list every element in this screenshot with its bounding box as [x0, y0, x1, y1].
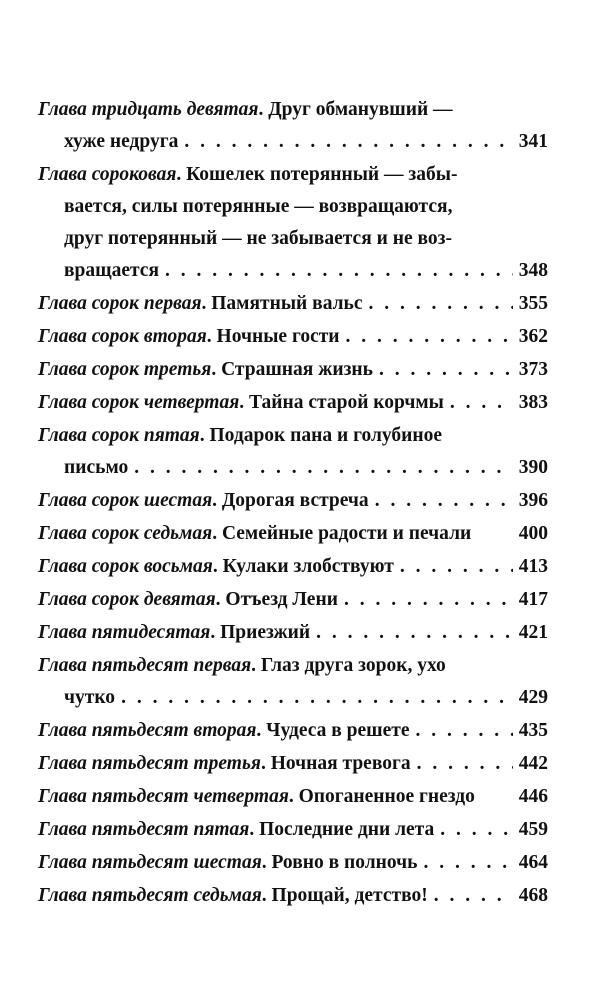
chapter-number: Глава пятьдесят шестая: [38, 852, 262, 873]
toc-entry-continuation-line: [38, 452, 548, 484]
chapter-number: Глава сорок восьмая: [38, 556, 213, 577]
toc-entry: [38, 387, 548, 419]
toc-entry-first-line: Глава пятьдесят пятая . Последние дни лета . . . 459: [38, 814, 548, 846]
chapter-title: Памятный вальс: [211, 293, 363, 314]
page-number: 390: [518, 457, 548, 478]
toc-entry: [38, 354, 548, 386]
toc-entry-first-line: Глава сорок третья . Страшная жизнь . . . 373: [38, 354, 548, 386]
toc-entry-continuation-line: [38, 223, 548, 255]
toc-entry-first-line: Глава сорок шестая . Дорогая встреча . . . 396: [38, 485, 548, 517]
chapter-number: Глава пятидесятая: [38, 622, 211, 643]
chapter-title: Глаз друга зорок, ухо: [260, 655, 446, 676]
toc-entry-continuation-line: [38, 126, 548, 158]
dot-leader: [379, 354, 513, 386]
chapter-title: Опоганенное гнездо: [298, 786, 475, 807]
toc-entry: [38, 94, 548, 158]
chapter-number: Глава сорок первая: [38, 293, 202, 314]
dot-leader: [375, 485, 513, 517]
toc-entry-continuation-line: [38, 255, 548, 287]
chapter-number: Глава сорок пятая: [38, 425, 200, 446]
dot-leader: [165, 255, 513, 287]
chapter-title: Страшная жизнь: [221, 359, 373, 380]
toc-entry: [38, 748, 548, 780]
toc-entry-first-line: Глава пятьдесят вторая . Чудеса в решете . . . 435: [38, 715, 548, 747]
dot-leader: [423, 847, 512, 879]
toc-entry-first-line: Глава сорок вторая . Ночные гости . . . 362: [38, 321, 548, 353]
chapter-title: друг потерянный — не забывается и не воз-: [64, 228, 452, 249]
dot-leader: [184, 126, 512, 158]
toc-entry-first-line: Глава сорок четвертая . Тайна старой корчмы . . . 383: [38, 387, 548, 419]
toc-entry-first-line: Глава сорок первая . Памятный вальс . . . 355: [38, 288, 548, 320]
chapter-number: Глава пятьдесят вторая: [38, 720, 257, 741]
chapter-title: Последние дни лета: [259, 819, 435, 840]
dot-leader: [369, 288, 513, 320]
chapter-title: вращается: [64, 260, 160, 281]
page-number: 348: [518, 260, 548, 281]
toc-entry: [38, 485, 548, 517]
page-number: 400: [518, 523, 548, 544]
toc-entry-continuation-line: [38, 191, 548, 223]
page-number: 421: [518, 622, 548, 643]
toc-entry-first-line: Глава тридцать девятая . Друг обманувший —: [38, 94, 548, 126]
chapter-title: письмо: [64, 457, 129, 478]
toc-entry: [38, 288, 548, 320]
chapter-number: Глава сорок четвертая: [38, 392, 240, 413]
page-number: 429: [518, 687, 548, 708]
toc-entry-first-line: Глава сорок девятая . Отъезд Лени . . . 417: [38, 584, 548, 616]
chapter-number: Глава сорок седьмая: [38, 523, 213, 544]
toc-entry-first-line: Глава сороковая . Кошелек потерянный — забы-: [38, 159, 548, 191]
page-number: 396: [518, 490, 548, 511]
chapter-number: Глава сорок девятая: [38, 589, 216, 610]
toc-entry: [38, 321, 548, 353]
toc-entry-first-line: Глава пятьдесят четвертая . Опоганенное гнездо 446: [38, 781, 548, 813]
toc-entry: [38, 650, 548, 714]
page-number: 355: [518, 293, 548, 314]
page-number: 464: [518, 852, 548, 873]
chapter-title: хуже недруга: [64, 131, 179, 152]
page-number: 417: [518, 589, 548, 610]
page-number: 468: [518, 885, 548, 906]
table-of-contents: [38, 94, 548, 913]
dot-leader: [416, 715, 513, 747]
toc-entry-first-line: Глава пятидесятая . Приезжий . . . 421: [38, 617, 548, 649]
chapter-title: Дорогая встреча: [221, 490, 369, 511]
chapter-number: Глава пятьдесят пятая: [38, 819, 250, 840]
chapter-number: Глава тридцать девятая: [38, 99, 259, 120]
toc-entry: [38, 781, 548, 813]
toc-entry-first-line: Глава пятьдесят первая . Глаз друга зорок, ухо: [38, 650, 548, 682]
chapter-title: Ровно в полночь: [271, 852, 418, 873]
toc-entry: [38, 880, 548, 912]
dot-leader: [344, 584, 513, 616]
dot-leader: [346, 321, 513, 353]
toc-entry: [38, 715, 548, 747]
toc-entry-first-line: Глава сорок седьмая . Семейные радости и печали 400: [38, 518, 548, 550]
toc-entry: [38, 420, 548, 484]
chapter-title: Отъезд Лени: [225, 589, 338, 610]
page-number: 341: [518, 131, 548, 152]
dot-leader: [440, 814, 513, 846]
chapter-title: Семейные радости и печали: [221, 523, 472, 544]
toc-entry-first-line: Глава пятьдесят шестая . Ровно в полночь . . . 464: [38, 847, 548, 879]
chapter-number: Глава сорок шестая: [38, 490, 213, 511]
chapter-title: Ночные гости: [216, 326, 340, 347]
dot-leader: [316, 617, 513, 649]
chapter-number: Глава пятьдесят первая: [38, 655, 252, 676]
dot-leader: [417, 748, 513, 780]
toc-entry-first-line: Глава пятьдесят седьмая . Прощай, детство! . . . 468: [38, 880, 548, 912]
toc-entry: [38, 584, 548, 616]
toc-entry: [38, 847, 548, 879]
page-number: 362: [518, 326, 548, 347]
toc-entry: [38, 518, 548, 550]
chapter-number: Глава сорок вторая: [38, 326, 207, 347]
toc-entry-continuation-line: [38, 682, 548, 714]
toc-entry: [38, 159, 548, 287]
page-number: 442: [518, 753, 548, 774]
chapter-title: Прощай, детство!: [271, 885, 428, 906]
page-number: 435: [518, 720, 548, 741]
chapter-title: Кулаки злобствуют: [222, 556, 394, 577]
dot-leader: [434, 880, 513, 912]
page-number: 383: [518, 392, 548, 413]
chapter-title: Друг обманувший —: [268, 99, 453, 120]
dot-leader: [450, 387, 513, 419]
toc-entry-first-line: Глава пятьдесят третья . Ночная тревога . . . 442: [38, 748, 548, 780]
toc-entry: [38, 551, 548, 583]
chapter-number: Глава пятьдесят седьмая: [38, 885, 262, 906]
dot-leader: [134, 452, 513, 484]
chapter-number: Глава сорок третья: [38, 359, 212, 380]
dot-leader: [121, 682, 513, 714]
chapter-title: Подарок пана и голубиное: [209, 425, 443, 446]
chapter-title: Ночная тревога: [270, 753, 411, 774]
chapter-title: Кошелек потерянный — забы-: [186, 164, 458, 185]
chapter-title: Приезжий: [220, 622, 311, 643]
page-number: 373: [518, 359, 548, 380]
dot-leader: [400, 551, 513, 583]
page-number: 446: [518, 786, 548, 807]
chapter-title: Тайна старой корчмы: [249, 392, 444, 413]
chapter-number: Глава пятьдесят четвертая: [38, 786, 289, 807]
page-number: 413: [518, 556, 548, 577]
chapter-title: Чудеса в решете: [266, 720, 410, 741]
chapter-number: Глава сороковая: [38, 164, 177, 185]
chapter-title: чутко: [64, 687, 116, 708]
toc-entry-first-line: Глава сорок восьмая . Кулаки злобствуют . . . 413: [38, 551, 548, 583]
toc-entry: [38, 617, 548, 649]
toc-entry-first-line: Глава сорок пятая . Подарок пана и голубиное: [38, 420, 548, 452]
chapter-number: Глава пятьдесят третья: [38, 753, 261, 774]
page-number: 459: [518, 819, 548, 840]
chapter-title: вается, силы потерянные — возвращаются,: [64, 196, 453, 217]
toc-entry: [38, 814, 548, 846]
